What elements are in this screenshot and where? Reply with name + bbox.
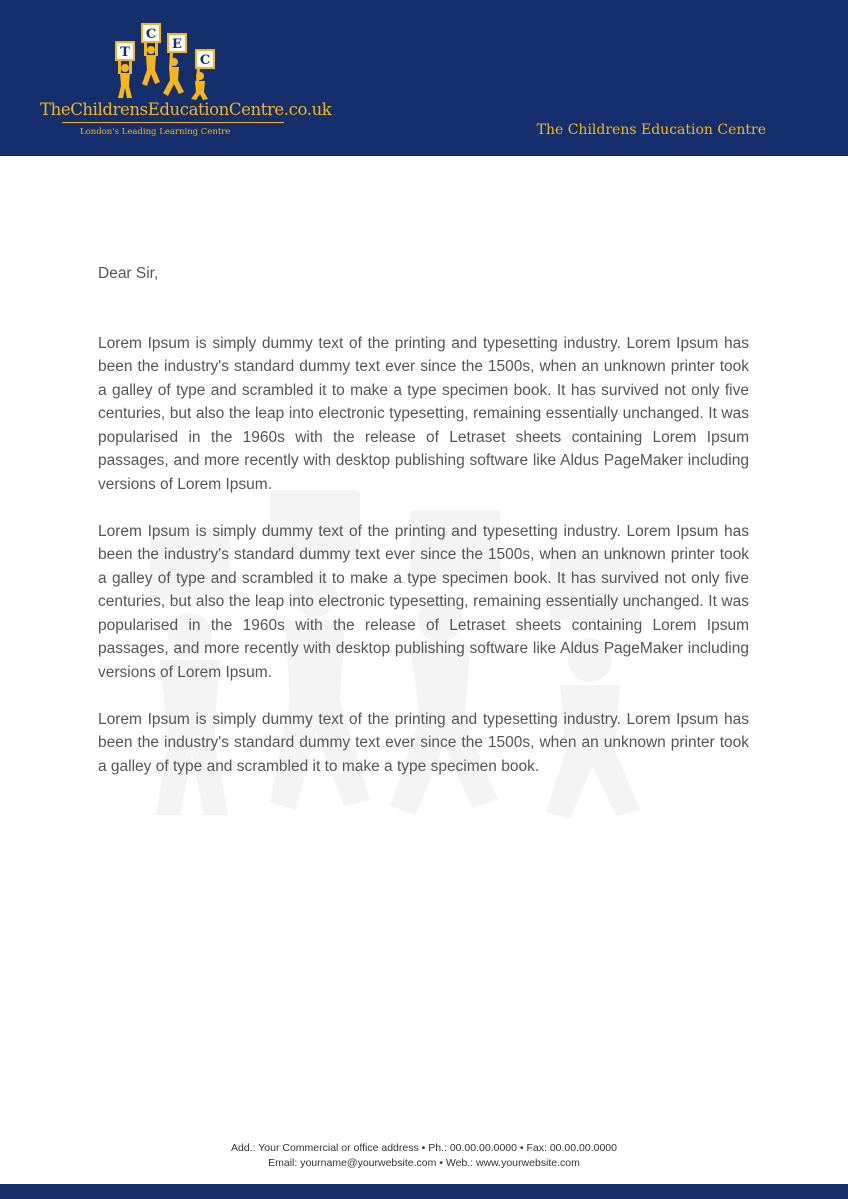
footer-contact [0, 1141, 848, 1171]
tagline: London's Leading Learning Centre [80, 127, 231, 137]
letter-body [98, 262, 749, 802]
footer-address-line: Add.: Your Commercial or office address • Ph.: 00.00.00.0000 • Fax: 00.00.00.0000 [231, 1142, 617, 1154]
letter-paragraph-3: Lorem Ipsum is simply dummy text of the printing and typesetting industry. Lorem Ipsum has been the industry's standard dummy text ever since the 1500s, when an unknown printer took a galley of type and scrambled it to make a type specimen book. [98, 710, 749, 775]
salutation: Dear Sir, [98, 265, 159, 282]
logo-letter-e: E [172, 37, 182, 52]
header-bar [0, 0, 848, 156]
footer-contact-line: Email: yourname@yourwebsite.com • Web.: www.yourwebsite.com [268, 1157, 580, 1169]
tcec-logo-icon [104, 20, 234, 100]
logo-letter-c1: C [145, 27, 157, 42]
logo-letter-t: T [120, 45, 130, 60]
logo-divider [62, 122, 284, 123]
footer-bar [0, 1184, 848, 1199]
letter-paragraph-2: Lorem Ipsum is simply dummy text of the printing and typesetting industry. Lorem Ipsum has been the industry's standard dummy text ever since the 1500s, when an unknown printer took a galley of type and scrambled it to make a type specimen book. It has survived not only five centuries, but also the leap into electronic typesetting, remaining essentially unchanged. It was popularised in the 1960s with the release of Letraset sheets containing Lorem Ipsum passages, and more recently with desktop publishing software like Aldus PageMaker including versions of Lorem Ipsum. [98, 522, 749, 681]
letter-paragraph-1: Lorem Ipsum is simply dummy text of the printing and typesetting industry. Lorem Ipsum has been the industry's standard dummy text ever since the 1500s, when an unknown printer took a galley of type and scrambled it to make a type specimen book. It has survived not only five centuries, but also the leap into electronic typesetting, remaining essentially unchanged. It was popularised in the 1960s with the release of Letraset sheets containing Lorem Ipsum passages, and more recently with desktop publishing software like Aldus PageMaker including versions of Lorem Ipsum. [98, 334, 749, 493]
logo-letter-c2: C [199, 53, 211, 68]
site-name: TheChildrensEducationCentre.co.uk [40, 100, 332, 119]
company-name: The Childrens Education Centre [536, 122, 766, 138]
